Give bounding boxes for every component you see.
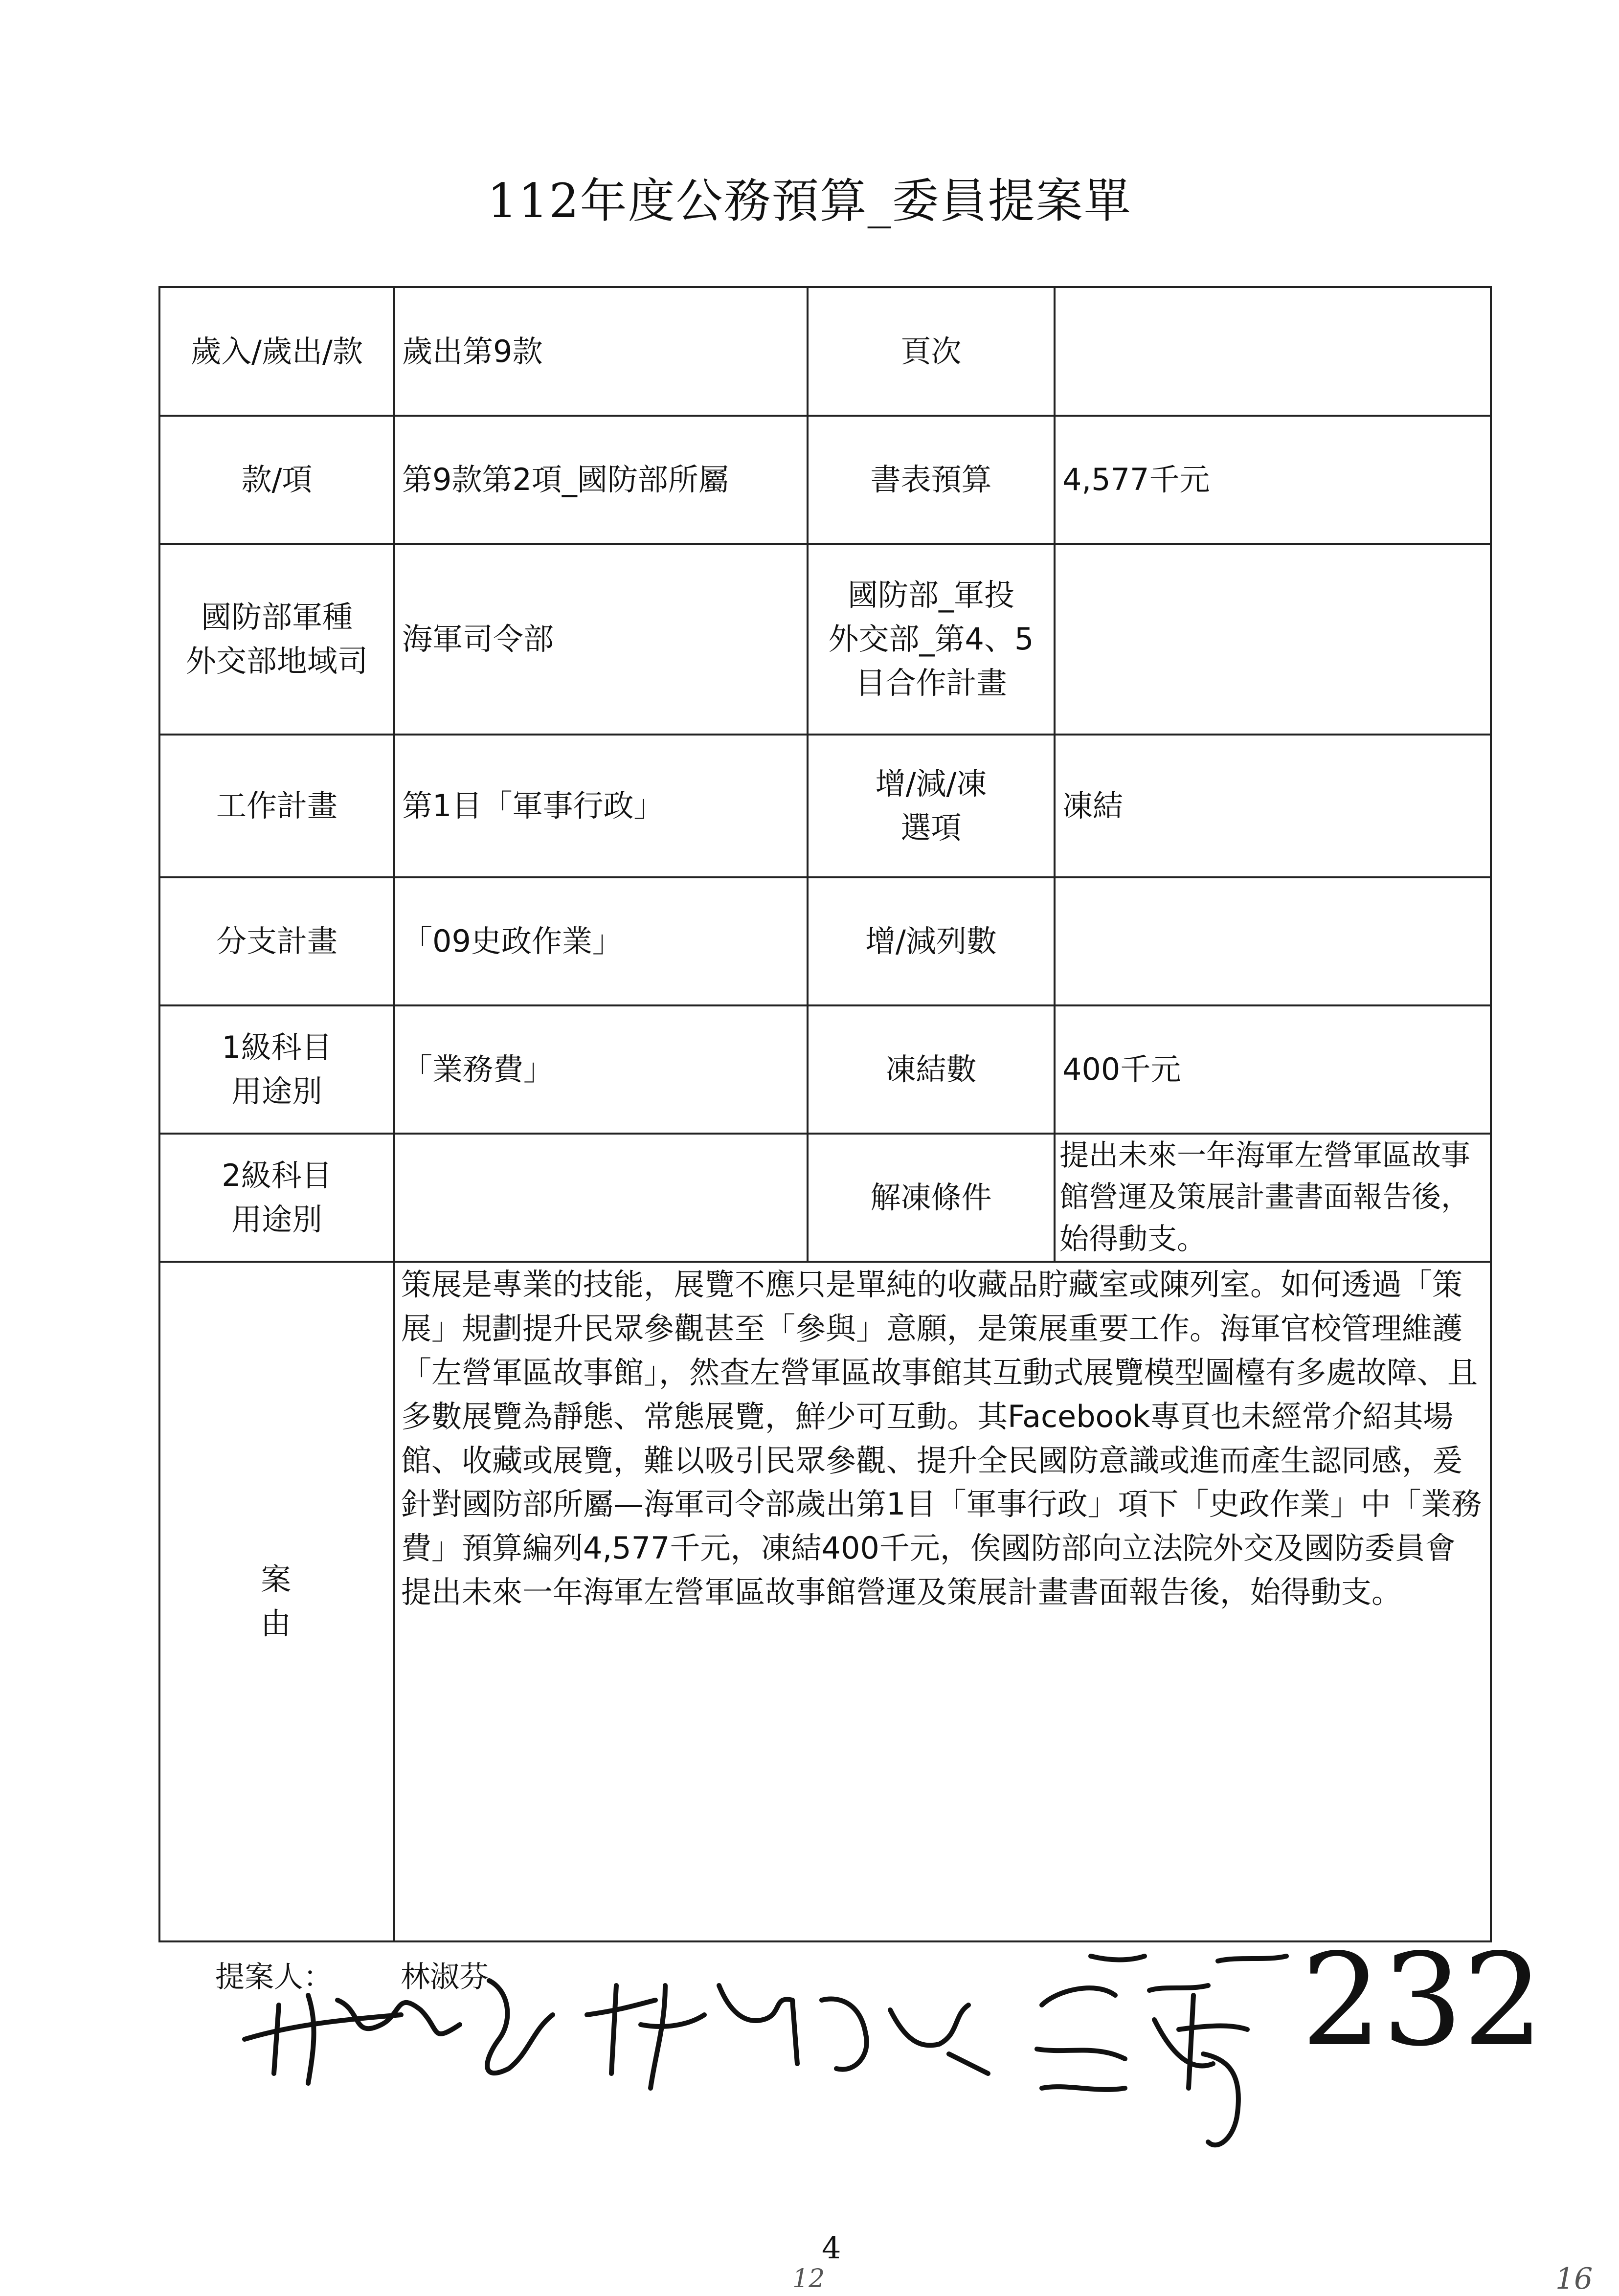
signature-stroke bbox=[1037, 1956, 1286, 2145]
value-page bbox=[1055, 287, 1491, 416]
label-cooperation-line1: 國防部_軍投 bbox=[847, 577, 1014, 613]
value-department: 海軍司令部 bbox=[394, 544, 808, 735]
label-cooperation-line3: 目合作計畫 bbox=[855, 665, 1007, 701]
signature-number: 232 bbox=[1301, 1927, 1544, 2074]
proposer-label: 提案人： bbox=[215, 1960, 333, 1994]
reason-text: 策展是專業的技能，展覽不應只是單純的收藏品貯藏室或陳列室。如何透過「策展」規劃提升民眾參觀甚至「參與」意願，是策展重要工作。海軍官校管理維護「左營軍區故事館」，然查左營軍區故事館其互動式展覽模型圖檯有多處故障、且多數展覽為靜態、常態展覽，鮮少可互動。其Facebook專頁也未經常介紹其場館、收藏或展覽，難以吸引民眾參觀、提升全民國防意識或進而產生認同感，爰針對國防部所屬—海軍司令部歲出第1目「軍事行政」項下「史政作業」中「業務費」預算編列4,577千元，凍結400千元，俟國防部向立法院外交及國防委員會提出未來一年海軍左營軍區故事館營運及策展計畫書面報告後，始得動支。 bbox=[394, 1262, 1491, 1941]
value-cooperation-plan bbox=[1055, 544, 1491, 735]
table-row bbox=[159, 287, 1491, 416]
label-budget-amount: 書表預算 bbox=[808, 416, 1055, 544]
label-work-plan: 工作計畫 bbox=[159, 735, 394, 877]
corner-stamp-number: 16 bbox=[1555, 2262, 1593, 2296]
signature-stroke bbox=[587, 1985, 988, 2088]
table-row bbox=[159, 544, 1491, 735]
value-adjust-amount bbox=[1055, 877, 1491, 1005]
label-level2-subject bbox=[159, 1134, 394, 1262]
label-unfreeze-condition: 解凍條件 bbox=[808, 1134, 1055, 1262]
label-level2-line2: 用途別 bbox=[231, 1202, 322, 1237]
label-section: 款/項 bbox=[159, 416, 394, 544]
value-level1-subject: 「業務費」 bbox=[394, 1005, 808, 1134]
table-row bbox=[159, 877, 1491, 1005]
value-level2-subject bbox=[394, 1134, 808, 1262]
value-work-plan: 第1目「軍事行政」 bbox=[394, 735, 808, 877]
value-section: 第9款第2項_國防部所屬 bbox=[394, 416, 808, 544]
value-unfreeze-condition: 提出未來一年海軍左營軍區故事館營運及策展計畫書面報告後，始得動支。 bbox=[1055, 1134, 1491, 1262]
value-sub-plan: 「09史政作業」 bbox=[394, 877, 808, 1005]
label-budget-type: 歲入/歲出/款 bbox=[159, 287, 394, 416]
label-department-line2: 外交部地域司 bbox=[185, 643, 368, 679]
handwritten-signatures bbox=[235, 1927, 1585, 2162]
label-option-line1: 增/減/凍 bbox=[875, 766, 987, 802]
label-page: 頁次 bbox=[808, 287, 1055, 416]
label-level1-subject bbox=[159, 1005, 394, 1134]
page-number: 4 bbox=[822, 2230, 841, 2266]
proposer-name: 林淑芬 bbox=[401, 1960, 489, 1994]
label-cooperation-plan bbox=[808, 544, 1055, 735]
table-row bbox=[159, 1005, 1491, 1134]
value-budget-amount: 4,577千元 bbox=[1055, 416, 1491, 544]
label-option bbox=[808, 735, 1055, 877]
label-level1-line2: 用途別 bbox=[231, 1073, 322, 1109]
label-department-line1: 國防部軍種 bbox=[201, 599, 353, 635]
label-reason: 案由 bbox=[159, 1262, 394, 1941]
page-title: 112年度公務預算_委員提案單 bbox=[487, 174, 1132, 228]
value-frozen-amount: 400千元 bbox=[1055, 1005, 1491, 1134]
proposal-table bbox=[158, 286, 1492, 1942]
table-row bbox=[159, 416, 1491, 544]
label-level1-line1: 1級科目 bbox=[222, 1029, 332, 1066]
value-option: 凍結 bbox=[1055, 735, 1491, 877]
label-sub-plan: 分支計畫 bbox=[159, 877, 394, 1005]
table-row bbox=[159, 1262, 1491, 1941]
label-frozen-amount: 凍結數 bbox=[808, 1005, 1055, 1134]
table-row bbox=[159, 1134, 1491, 1262]
signature-stroke bbox=[245, 1981, 553, 2083]
label-department bbox=[159, 544, 394, 735]
bottom-stamp-number: 12 bbox=[792, 2264, 825, 2294]
label-adjust-amount: 增/減列數 bbox=[808, 877, 1055, 1005]
label-cooperation-line2: 外交部_第4、5 bbox=[828, 621, 1034, 657]
value-budget-type: 歲出第9款 bbox=[394, 287, 808, 416]
label-level2-line1: 2級科目 bbox=[222, 1158, 332, 1194]
label-option-line2: 選項 bbox=[900, 810, 962, 846]
table-row bbox=[159, 735, 1491, 877]
